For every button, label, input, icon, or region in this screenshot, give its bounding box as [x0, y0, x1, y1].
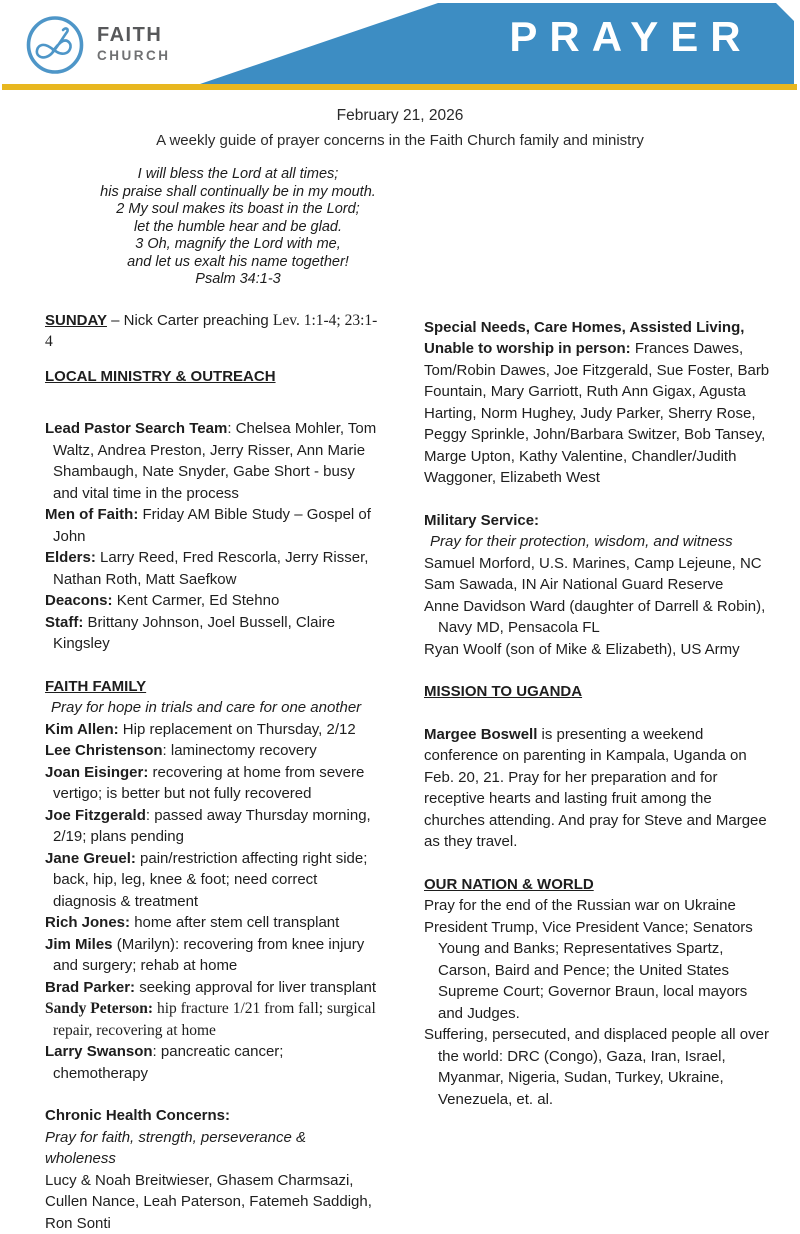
guide-subtitle: A weekly guide of prayer concerns in the Faith Church family and ministry — [0, 132, 800, 149]
intro-block — [0, 107, 800, 149]
nation-line: President Trump, Vice President Vance; Senators Young and Banks; Representatives Spartz, Carson, Baird and Pence; the United States Supreme Court; Governor Braun, local mayors and Judges. — [424, 917, 774, 1025]
prayer-entry — [45, 912, 378, 934]
prayer-entry — [45, 719, 378, 741]
page-title: PRAYER — [455, 13, 795, 61]
entry-text: : passed away Thursday morning, 2/19; plans pending — [53, 807, 371, 846]
entry-lead: Jane Greuel: — [45, 850, 136, 867]
entry-text: Kent Carmer, Ed Stehno — [113, 592, 280, 609]
section-heading-military: Military Service: — [424, 510, 774, 532]
chronic-intro: Pray for faith, strength, perseverance & wholeness — [45, 1127, 378, 1170]
entry-lead: Lead Pastor Search Team — [45, 420, 227, 437]
prayer-entry — [45, 740, 378, 762]
sunday-line — [45, 310, 378, 353]
brand-name — [97, 25, 171, 63]
entry-text: Hip replacement on Thursday, 2/12 — [119, 721, 356, 738]
sunday-text: – Nick Carter preaching — [107, 312, 273, 329]
entry-text: : pancreatic cancer; chemotherapy — [53, 1043, 283, 1082]
ministry-entry — [45, 547, 378, 590]
psalm-quote — [62, 166, 414, 289]
prayer-entry — [45, 805, 378, 848]
left-column — [45, 310, 378, 1234]
ministry-entry — [45, 504, 378, 547]
entry-lead: Staff: — [45, 614, 83, 631]
nation-line: Suffering, persecuted, and displaced people all over the world: DRC (Congo), Gaza, Iran, Israel, Myanmar, Nigeria, Sudan, Turkey, Ukraine, Venezuela, et. al. — [424, 1024, 774, 1110]
entry-lead: Deacons: — [45, 592, 113, 609]
military-line: Anne Davidson Ward (daughter of Darrell & Robin), Navy MD, Pensacola FL — [424, 596, 774, 639]
ministry-entry — [45, 612, 378, 655]
entry-text: is presenting a weekend conference on parenting in Kampala, Uganda on Feb. 20, 21. Pray for her preparation and for receptive hearts and lasting fruit among the churches attending. And pray for Steve and Margee as they travel. — [424, 726, 767, 851]
content-columns — [0, 310, 800, 1234]
gold-divider — [2, 84, 797, 90]
prayer-entry — [45, 934, 378, 977]
psalm-reference: Psalm 34:1-3 — [62, 271, 414, 289]
entry-lead: Rich Jones: — [45, 914, 130, 931]
special-needs-paragraph — [424, 317, 774, 489]
entry-text: Frances Dawes, Tom/Robin Dawes, Joe Fitzgerald, Sue Foster, Barb Fountain, Mary Garriott, Ruth Ann Gigax, Agusta Harting, Norm Hughey, Judy Parker, Sherry Rose, Peggy Sprinkle, John/Barbara Switzer, Bob Tansey, Marge Upton, Kathy Valentine, Chandler/Judith Waggoner, Elizabeth West — [424, 340, 769, 486]
psalm-line: 2 My soul makes its boast in the Lord; — [62, 201, 414, 219]
military-line: Sam Sawada, IN Air National Guard Reserve — [424, 574, 774, 596]
entry-lead: Lee Christenson — [45, 742, 163, 759]
ministry-entry — [45, 590, 378, 612]
entry-text: pain/restriction affecting right side; back, hip, leg, knee & foot; need correct diagnosis & treatment — [53, 850, 367, 910]
entry-text: Friday AM Bible Study – Gospel of John — [53, 506, 371, 545]
entry-text: home after stem cell transplant — [130, 914, 339, 931]
entry-lead: Kim Allen: — [45, 721, 119, 738]
entry-text: : laminectomy recovery — [163, 742, 317, 759]
sunday-scripture: Lev. 1:1-4; 23:1-4 — [45, 312, 377, 351]
prayer-entry — [45, 848, 378, 913]
entry-lead: Elders: — [45, 549, 96, 566]
faith-family-intro: Pray for hope in trials and care for one another — [45, 697, 378, 719]
entry-lead: Men of Faith: — [45, 506, 138, 523]
psalm-line: 3 Oh, magnify the Lord with me, — [62, 236, 414, 254]
prayer-entry — [45, 762, 378, 805]
entry-text: Brittany Johnson, Joel Bussell, Claire Kingsley — [53, 614, 335, 653]
entry-text: seeking approval for liver transplant — [135, 979, 376, 996]
entry-lead: Margee Boswell — [424, 726, 537, 743]
entry-lead: Joe Fitzgerald — [45, 807, 146, 824]
psalm-line: his praise shall continually be in my mouth. — [62, 184, 414, 202]
military-intro: Pray for their protection, wisdom, and witness — [424, 531, 774, 553]
entry-text: hip fracture 1/21 from fall; surgical repair, recovering at home — [53, 1000, 376, 1039]
section-heading-faith-family: FAITH FAMILY — [45, 676, 378, 698]
entry-lead: Brad Parker: — [45, 979, 135, 996]
nation-line: Pray for the end of the Russian war on Ukraine — [424, 895, 774, 917]
section-heading-chronic-health: Chronic Health Concerns: — [45, 1105, 378, 1127]
psalm-line: and let us exalt his name together! — [62, 254, 414, 272]
ministry-entry — [45, 418, 378, 504]
chronic-names: Lucy & Noah Breitwieser, Ghasem Charmsazi, Cullen Nance, Leah Paterson, Fatemeh Saddigh, Ron Sonti — [45, 1170, 378, 1234]
section-heading-uganda: MISSION TO UGANDA — [424, 681, 774, 703]
faith-church-logo-icon — [22, 13, 90, 79]
entry-text: Larry Reed, Fred Rescorla, Jerry Risser, Nathan Roth, Matt Saefkow — [53, 549, 368, 588]
page-header — [0, 0, 800, 91]
entry-lead: Larry Swanson — [45, 1043, 153, 1060]
entry-lead: Sandy Peterson: — [45, 1000, 153, 1017]
prayer-entry — [45, 1041, 378, 1084]
section-heading-local-ministry: LOCAL MINISTRY & OUTREACH — [45, 366, 378, 388]
entry-lead: Joan Eisinger: — [45, 764, 148, 781]
entry-text: : Chelsea Mohler, Tom Waltz, Andrea Preston, Jerry Risser, Ann Marie Shambaugh, Nate Snyder, Gabe Short - busy and vital time in the process — [53, 420, 376, 502]
entry-lead: Special Needs, Care Homes, Assisted Living, Unable to worship in person: — [424, 319, 744, 358]
entry-lead: Jim Miles — [45, 936, 113, 953]
prayer-entry — [45, 977, 378, 999]
military-line: Ryan Woolf (son of Mike & Elizabeth), US Army — [424, 639, 774, 661]
entry-text: recovering at home from severe vertigo; is better but not fully recovered — [53, 764, 364, 803]
issue-date: February 21, 2026 — [0, 107, 800, 125]
military-line: Samuel Morford, U.S. Marines, Camp Lejeune, NC — [424, 553, 774, 575]
brand-line1: FAITH — [97, 25, 171, 45]
uganda-paragraph — [424, 724, 774, 853]
sunday-label: SUNDAY — [45, 312, 107, 329]
psalm-line: I will bless the Lord at all times; — [62, 166, 414, 184]
psalm-line: let the humble hear and be glad. — [62, 219, 414, 237]
brand-line2: CHURCH — [97, 49, 171, 63]
right-column — [424, 310, 774, 1111]
entry-text: (Marilyn): recovering from knee injury and surgery; rehab at home — [53, 936, 364, 975]
section-heading-nation: OUR NATION & WORLD — [424, 874, 774, 896]
